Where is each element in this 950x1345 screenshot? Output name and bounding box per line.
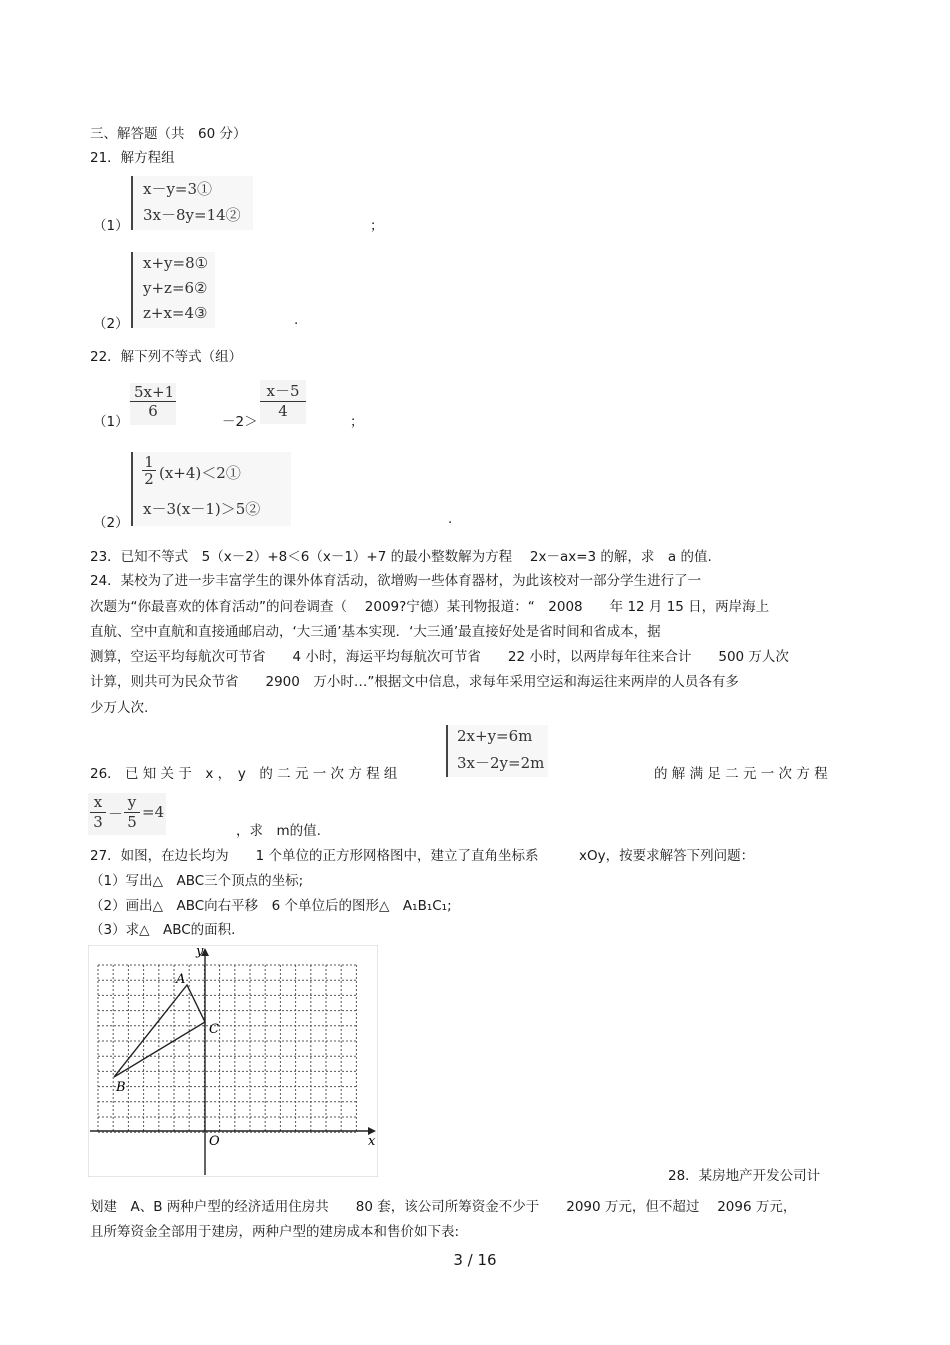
q26-frac2-num: y — [124, 793, 140, 813]
q22-part2-frac — [142, 454, 156, 487]
q22-title: 22．解下列不等式（组） — [90, 349, 243, 365]
q26-tail: ，求 m的值. — [236, 823, 321, 839]
q27-item-3: （3）求△ ABC的面积. — [90, 922, 236, 938]
label-x: x — [368, 1134, 376, 1149]
q21-part2-eq3: z+x=4③ — [143, 304, 208, 322]
q21-part2-eq2: y+z=6② — [143, 279, 208, 297]
q26-frac1-num: x — [90, 793, 106, 813]
q21-title: 21．解方程组 — [90, 150, 175, 166]
q26-trail: 的 解 满 足 二 元 一 次 方 程 — [654, 766, 828, 782]
q27-title: 27．如图，在边长均为 1 个单位的正方形网格图中，建立了直角坐标系 xOy，按要求解答下列问题： — [90, 848, 755, 864]
q22-part1-tail: ； — [350, 414, 364, 430]
q26-frac2 — [124, 793, 140, 832]
q26-minus: － — [108, 805, 124, 823]
q26-frac1 — [90, 793, 106, 832]
section-title: 三、解答题（共 60 分） — [90, 126, 247, 142]
q26-frac1-den: 3 — [93, 813, 103, 831]
q22-part2-label: （2） — [93, 515, 129, 531]
q28-line-2: 划建 A、B 两种户型的经济适用住房共 80 套，该公司所筹资金不少于 2090 万元，但不超过 2096 万元， — [90, 1199, 797, 1215]
q24-line-4: 测算，空运平均每航次可节省 4 小时，海运平均每航次可节省 22 小时，以两岸每年往来合计 500 万人次 — [90, 649, 789, 665]
q27-item-2: （2）画出△ ABC向右平移 6 个单位后的图形△ A₁B₁C₁; — [90, 898, 452, 914]
q22-part2-frac-num: 1 — [142, 454, 156, 471]
q22-part2-eq2: x－3(x－1)＞5② — [143, 500, 261, 518]
q21-part2-tail: . — [294, 312, 299, 328]
q23-text: 23．已知不等式 5（x－2）+8＜6（x－1）+7 的最小整数解为方程 2x－ax=3 的解，求 a 的值. — [90, 549, 712, 565]
q24-line-1: 24．某校为了进一步丰富学生的课外体育活动，欲增购一些体育器材，为此该校对一部分学生进行了一 — [90, 573, 702, 589]
q26-system — [446, 725, 548, 777]
q26-eq1: 2x+y=6m — [457, 727, 533, 745]
q22-part1-den1: 6 — [148, 402, 158, 420]
q26-lead: 26． 已 知 关 于 x ， y 的 二 元 一 次 方 程 组 — [90, 766, 398, 782]
q22-part2-system — [131, 452, 291, 526]
q22-part2-frac-den: 2 — [144, 470, 154, 488]
q26-eq2: 3x－2y=2m — [457, 754, 545, 772]
q24-line-5: 计算，则共可为民众节省 2900 万小时…”根据文中信息，求每年采用空运和海运往来两岸的人员各有多 — [90, 674, 739, 690]
q22-part1-fraction-right — [260, 380, 306, 424]
q21-part2-system — [131, 252, 215, 328]
q21-part1-label: （1） — [93, 218, 129, 234]
q28-lead: 28．某房地产开发公司计 — [668, 1168, 821, 1184]
q21-part1-eq1: x－y=3① — [143, 180, 213, 198]
label-b: B — [116, 1080, 126, 1095]
label-a: A — [176, 972, 186, 987]
q22-part1-mid: －2＞ — [222, 414, 258, 430]
page-number: 3 / 16 — [453, 1251, 497, 1269]
q26-equation-box — [88, 793, 166, 835]
label-y: y — [196, 945, 204, 959]
q22-part1-label: （1） — [93, 414, 129, 430]
q24-line-2: 次题为“你最喜欢的体育活动”的问卷调查（ 2009?宁德）某刊物报道：“ 2008 年 12 月 15 日，两岸海上 — [90, 599, 770, 615]
q21-part2-label: （2） — [93, 316, 129, 332]
q21-part2-eq1: x+y=8① — [143, 254, 209, 272]
label-o: O — [209, 1134, 220, 1149]
q28-line-3: 且所筹资金全部用于建房，两种户型的建房成本和售价如下表: — [90, 1224, 460, 1240]
q27-coordinate-grid-figure — [88, 945, 378, 1177]
q24-line-3: 直航、空中直航和直接通邮启动，‘大三通’基本实现．‘大三通’最直接好处是省时间和省成本，据 — [90, 624, 661, 640]
q22-part1-num2: x－5 — [260, 380, 306, 402]
q21-part1-tail: ； — [370, 218, 384, 234]
label-c: C — [209, 1022, 219, 1037]
q22-part2-tail: . — [448, 511, 453, 527]
q22-part1-num1: 5x+1 — [130, 383, 176, 402]
q26-equals: =4 — [142, 803, 165, 821]
q22-part2-eq1: (x+4)＜2① — [159, 464, 241, 482]
q27-item-1: （1）写出△ ABC三个顶点的坐标; — [90, 873, 304, 889]
q21-part1-system — [131, 176, 253, 230]
q22-part1-den2: 4 — [278, 402, 288, 420]
q21-part1-eq2: 3x－8y=14② — [143, 206, 241, 224]
q24-line-6: 少万人次. — [90, 700, 149, 716]
q22-part1-fraction-left — [130, 383, 176, 425]
q26-frac2-den: 5 — [127, 813, 137, 831]
